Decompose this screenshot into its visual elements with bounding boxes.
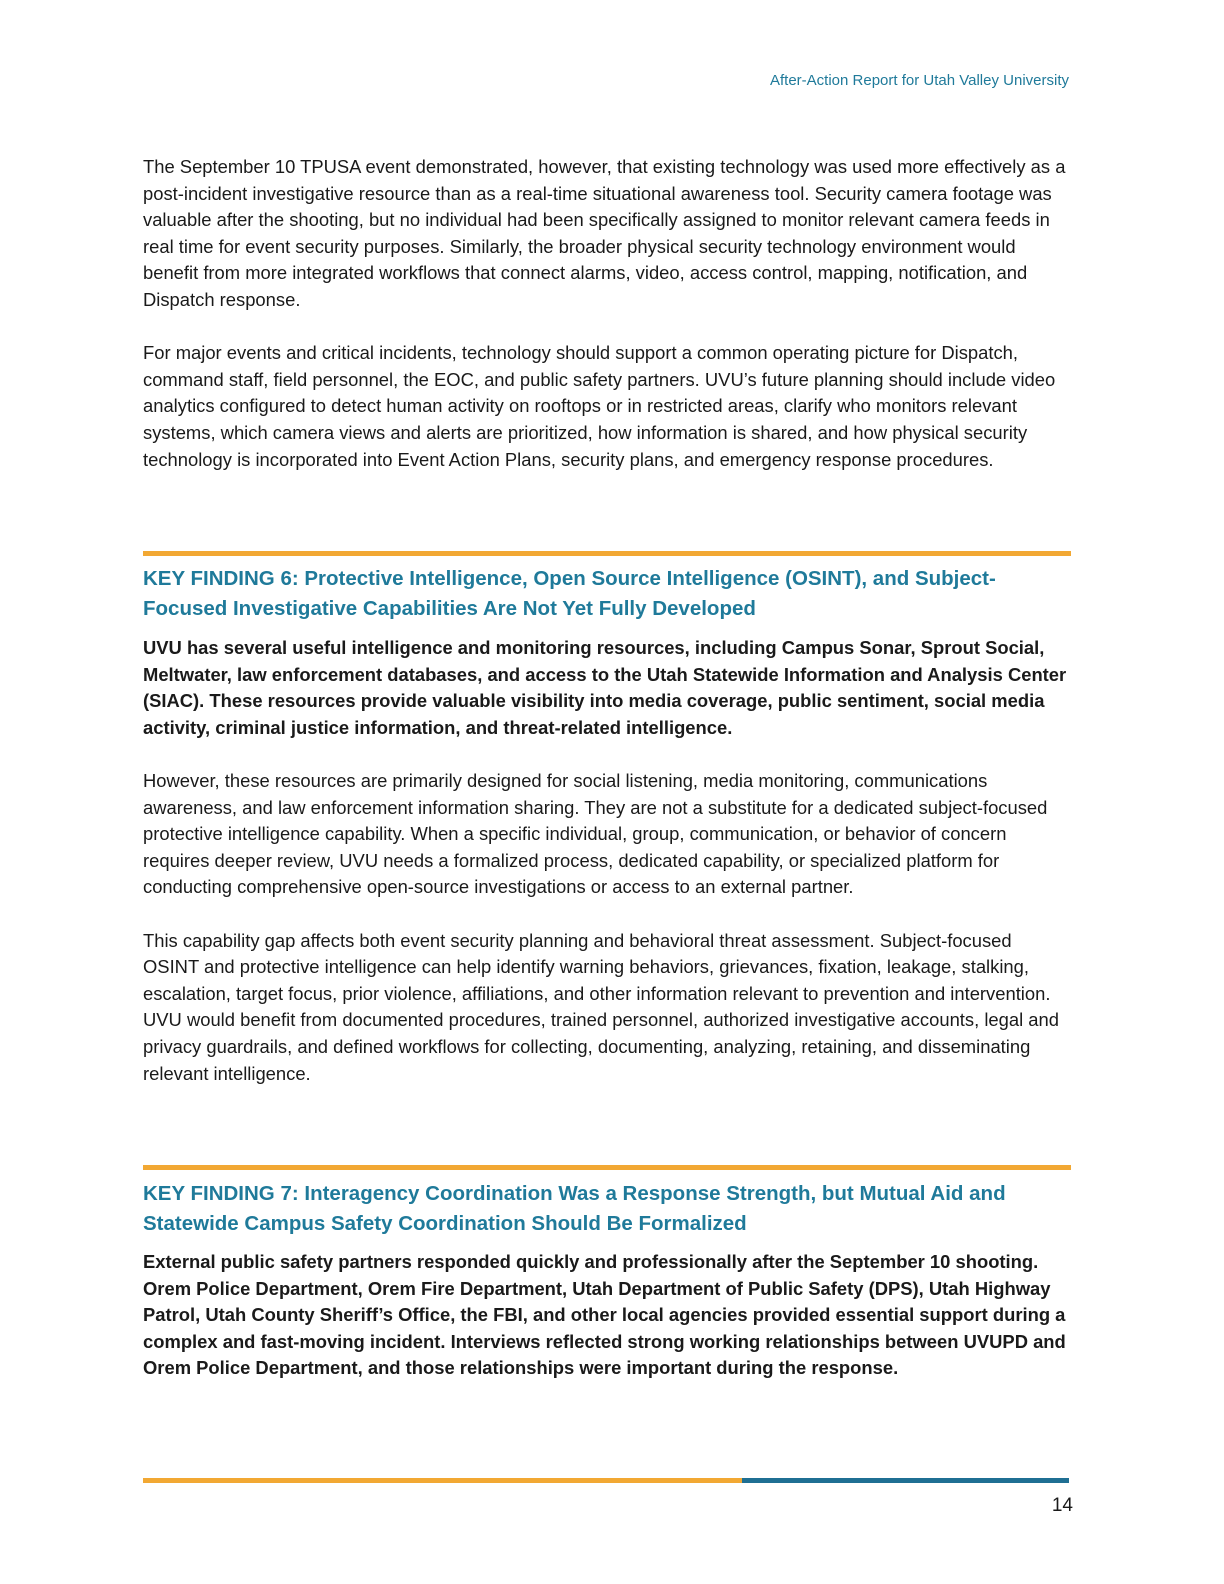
running-header: After-Action Report for Utah Valley University [770, 72, 1069, 89]
key-finding-6-paragraph-1: However, these resources are primarily designed for social listening, media monitoring, communications awareness, and law enforcement information sharing. They are not a substitute for a dedicated subject-focused protective intelligence capability. When a specific individual, group, communication, or behavior of concern requires deeper review, UVU needs a formalized process, dedicated capability, or specialized platform for conducting comprehensive open-source investigations or access to an external partner. [143, 769, 1048, 898]
key-finding-7-heading: KEY FINDING 7: Interagency Coordination Was a Response Strength, but Mutual Aid and Statewide Campus Safety Coordination Should Be Formalized [143, 1182, 1006, 1235]
footer-rule [143, 1478, 1069, 1483]
footer-rule-blue-segment [742, 1478, 1069, 1483]
intro-section [143, 154, 1071, 473]
key-finding-6-paragraph-2: This capability gap affects both event security planning and behavioral threat assessment. Subject-focused OSINT and protective intelligence can help identify warning behaviors, grievances, fixation, leakage, stalking, escalation, target focus, prior violence, affiliations, and other information relevant to prevention and intervention. UVU would benefit from documented procedures, trained personnel, authorized investigative accounts, legal and privacy guardrails, and defined workflows for collecting, documenting, analyzing, retaining, and disseminating relevant intelligence. [143, 929, 1059, 1084]
key-finding-6-heading: KEY FINDING 6: Protective Intelligence, Open Source Intelligence (OSINT), and Subject-Focused Investigative Capabilities Are Not Yet Fully Developed [143, 567, 996, 620]
key-finding-7-lead: External public safety partners responded quickly and professionally after the September 10 shooting. Orem Police Department, Orem Fire Department, Utah Department of Public Safety (DPS), Utah Highway Patrol, Utah County Sheriff’s Office, the FBI, and other local agencies provided essential support during a complex and fast-moving incident. Interviews reflected strong working relationships between UVUPD and Orem Police Department, and those relationships were important during the response. [143, 1251, 1066, 1379]
key-finding-7-body [143, 1249, 1071, 1382]
section-divider [143, 551, 1071, 556]
key-finding-6-body [143, 635, 1071, 1087]
document-page [143, 0, 1071, 1584]
intro-paragraph-1: The September 10 TPUSA event demonstrated, however, that existing technology was used more effectively as a post-incident investigative resource than as a real-time situational awareness tool. Security camera footage was valuable after the shooting, but no individual had been specifically assigned to monitor relevant camera feeds in real time for event security purposes. Similarly, the broader physical security technology environment would benefit from more integrated workflows that connect alarms, video, access control, mapping, notification, and Dispatch response. [143, 156, 1066, 310]
key-finding-6-lead: UVU has several useful intelligence and monitoring resources, including Campus Sonar, Sprout Social, Meltwater, law enforcement databases, and access to the Utah Statewide Information and Analysis Center (SIAC). These resources provide valuable visibility into media coverage, public sentiment, social media activity, criminal justice information, and threat-related intelligence. [143, 637, 1067, 738]
footer-rule-orange-segment [143, 1478, 742, 1483]
page-number: 14 [1051, 1495, 1073, 1516]
intro-paragraph-2: For major events and critical incidents, technology should support a common operating picture for Dispatch, command staff, field personnel, the EOC, and public safety partners. UVU’s future planning should include video analytics configured to detect human activity on rooftops or in restricted areas, clarify who monitors relevant systems, which camera views and alerts are prioritized, how information is shared, and how physical security technology is incorporated into Event Action Plans, security plans, and emergency response procedures. [143, 342, 1056, 470]
section-divider [143, 1165, 1071, 1170]
